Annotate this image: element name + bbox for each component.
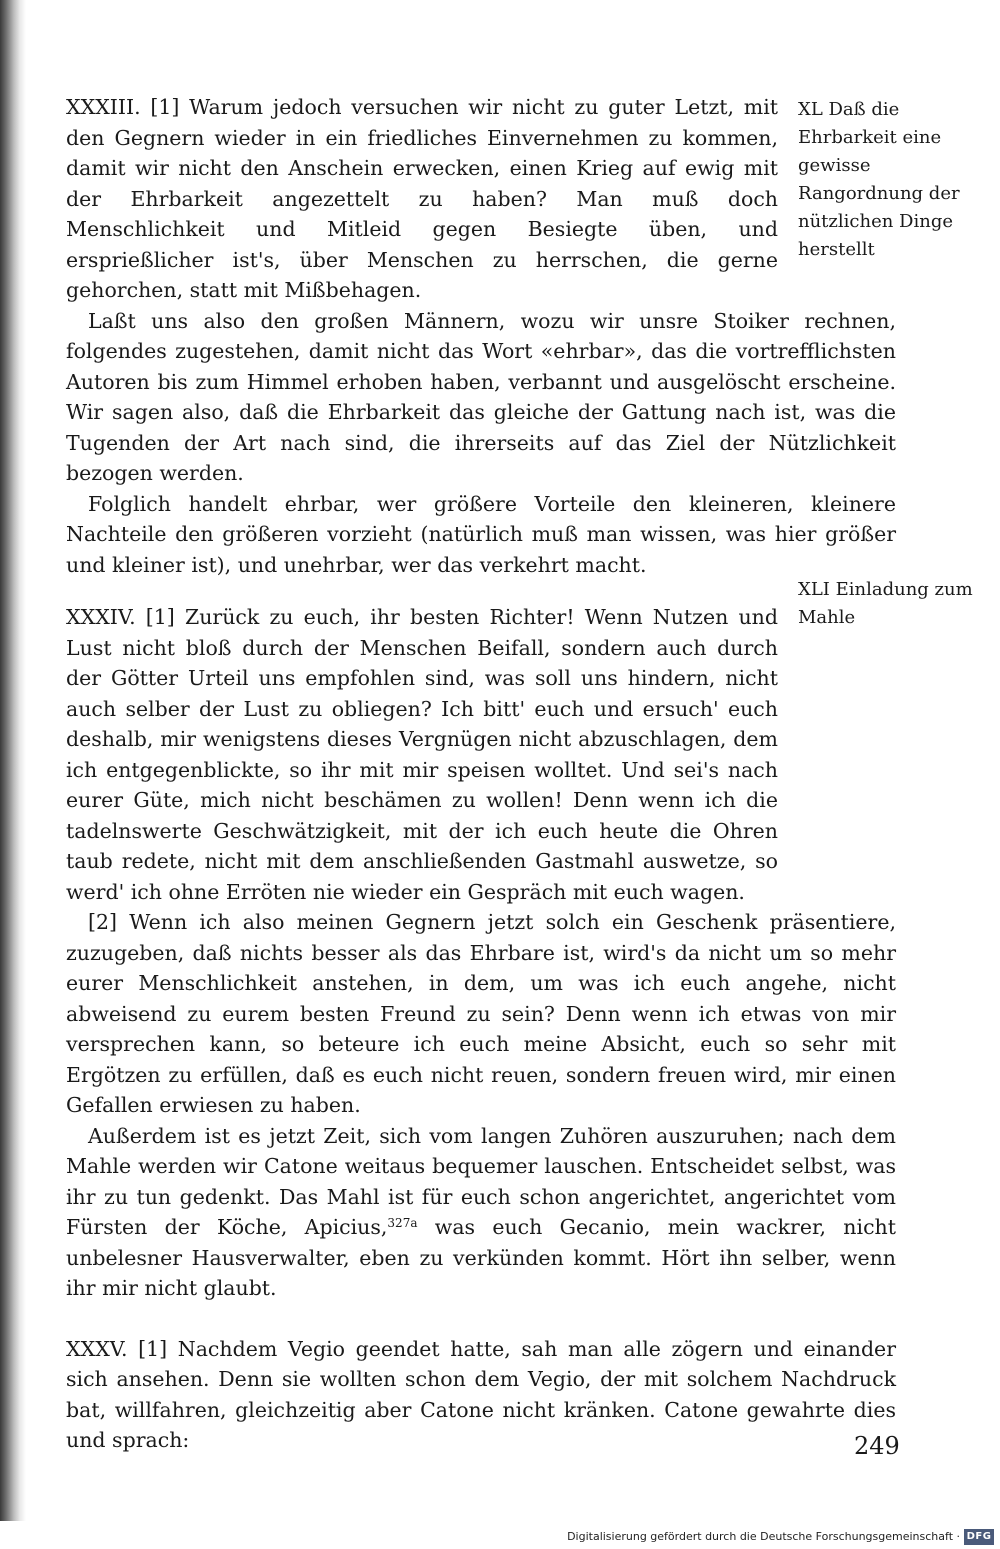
section-xxxiv — [66, 602, 896, 1304]
footer-credit: Digitalisierung gefördert durch die Deutsche Forschungsgemeinschaft · — [567, 1530, 960, 1543]
book-page — [26, 0, 1000, 1549]
dfg-logo-icon: DFG — [964, 1529, 994, 1545]
paragraph: [2] Wenn ich also meinen Gegnern jetzt solch ein Geschenk präsentiere, zuzugeben, daß nichts besser als das Ehrbare ist, wird's da nicht um so mehr eurer Menschlichkeit anstehen, in dem, um was ich euch angehe, nicht abweisend zu eurem besten Freund zu sein? Denn wenn ich etwas von mir versprechen kann, so beteure ich euch meine Absicht, euch so sehr mit Ergötzen zu erfüllen, daß es euch nicht reuen, sondern freuen wird, mir einen Gefallen erwiesen zu haben. — [66, 910, 896, 1117]
margin-note: XLI Einladung zum Mahle — [798, 579, 973, 628]
paragraph: XXXIII. [1] Warum jedoch versuchen wir nicht zu guter Letzt, mit den Gegnern wieder in ein friedliches Einvernehmen zu kommen, damit wir nicht den Anschein erwecken, einen Krieg auf ewig mit der Ehrbarkeit angezettelt zu haben? Man muß doch Menschlichkeit und Mitleid gegen Besiegte üben, und ersprießlicher ist's, über Menschen zu herrschen, die gerne gehorchen, statt mit Mißbehagen. — [66, 95, 778, 302]
paragraph: XXXV. [1] Nachdem Vegio geendet hatte, sah man alle zögern und einander sich ansehen. Denn sie wollten schon dem Vegio, der mit solchem Nachdruck bat, willfahren, gleichzeitig aber Catone nicht kränken. Catone gewahrte dies und sprach: — [66, 1336, 896, 1452]
section-xxxiii — [66, 92, 896, 580]
scan-edge — [0, 0, 26, 1549]
paragraph — [66, 1121, 896, 1304]
paragraph: Laßt uns also den großen Männern, wozu wir unsre Stoiker rechnen, folgendes zugestehen, damit nicht das Wort «ehrbar», das die vortrefflichsten Autoren bis zum Himmel erhoben haben, verbannt und ausgelöscht erscheine. Wir sagen also, daß die Ehrbarkeit das gleiche der Gattung nach ist, was die Tugenden der Art nach sind, die ihrerseits auf das Ziel der Nützlichkeit bezogen werden. — [66, 308, 896, 485]
main-text — [66, 92, 896, 1456]
digitization-footer — [0, 1521, 1000, 1549]
margin-note: XL Daß die Ehrbarkeit eine gewisse Rangordnung der nützlichen Dinge herstellt — [798, 99, 960, 260]
paragraph: Folglich handelt ehrbar, wer größere Vorteile den kleineren, kleinere Nachteile den größeren vorzieht (natürlich muß man wissen, was hier größer und kleiner ist), und unehrbar, wer das verkehrt macht. — [66, 491, 896, 577]
section-xxxv — [66, 1334, 896, 1456]
footnote-reference: 327a — [387, 1216, 418, 1230]
page-number: 249 — [854, 1432, 900, 1460]
paragraph: XXXIV. [1] Zurück zu euch, ihr besten Richter! Wenn Nutzen und Lust nicht bloß durch der Menschen Beifall, sondern auch durch der Götter Urteil uns empfohlen sind, was soll uns hindern, nicht auch selber der Lust zu obliegen? Ich bitt' euch und ersuch' euch deshalb, mir wenigstens dieses Vergnügen nicht abzuschlagen, dem ich entgegenblickte, so ihr mit mir speisen wolltet. Und sei's nach eurer Güte, mich nicht beschämen zu wollen! Denn wenn ich die tadelnswerte Geschwätzigkeit, mit der ich euch heute die Ohren taub redete, nicht mit dem anschließenden Gastmahl auswetze, so werd' ich ohne Erröten nie wieder ein Gespräch mit euch wagen. — [66, 605, 778, 904]
text-run: Außerdem ist es jetzt Zeit, sich vom langen Zuhören auszuruhen; nach dem Mahle werden wir Catone weitaus bequemer lauschen. Entscheidet selbst, was ihr zu tun gedenkt. Das Mahl ist für euch schon angerichtet, angerichtet vom Fürsten der Köche, Apicius, — [66, 1123, 896, 1239]
text-run: was euch Gecanio, mein wackrer, nicht unbelesner Hausverwalter, eben zu verkünden kommt. Hört ihn selber, wenn ihr mir nicht glaubt. — [66, 1215, 896, 1300]
